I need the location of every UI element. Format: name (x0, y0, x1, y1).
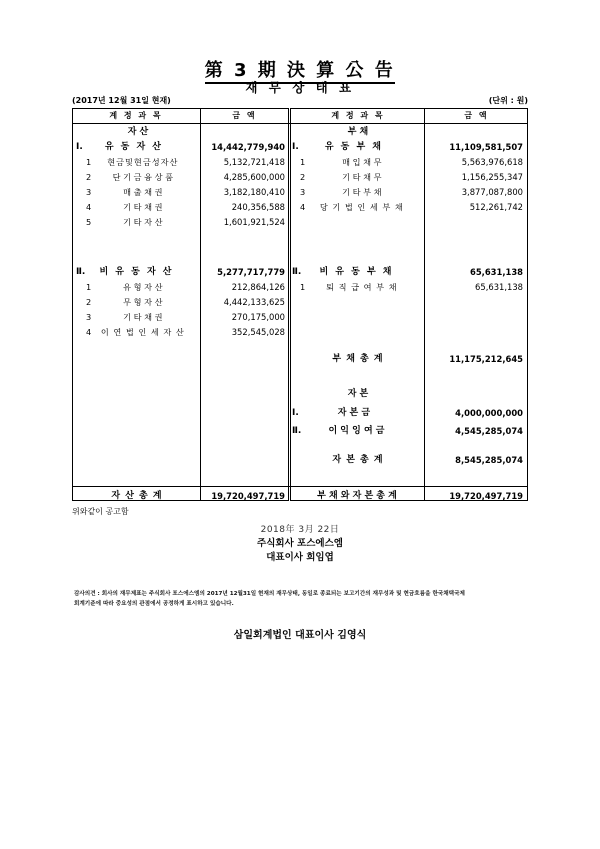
grand-total-label: 부 채 와 자 본 총 계 (317, 491, 397, 501)
assets-group-2 (76, 265, 198, 280)
assets-item-1-1-label: 현금및현금성자산 (107, 157, 179, 167)
assets-item-2-2-label: 무 형 자 산 (123, 297, 163, 307)
liabilities-section-title: 부 채 (347, 127, 369, 137)
header-rule (72, 123, 528, 124)
liabilities-item-1-1 (300, 155, 422, 170)
assets-item-2-4-amount: 352,545,028 (231, 327, 285, 337)
grand-total-amount: 19,720,497,719 (449, 491, 523, 501)
equity-subtotal-amount: 8,545,285,074 (455, 455, 523, 465)
liabilities-group-2-amount: 65,631,138 (470, 267, 523, 277)
header-amount-left: 금 액 (232, 111, 257, 120)
public-notice-text: 위와같이 공고함 (72, 507, 129, 516)
liabilities-item-2-1-amount: 65,631,138 (475, 282, 523, 292)
audit-opinion-line-1: 감사의견 : 회사의 재무제표는 주식회사 포스에스엠의 2017년 12월31일 현재의 재무상태, 동일로 종료되는 보고기간의 재무성과 및 현금흐름을 한국채택국제 (74, 591, 465, 597)
signature-date: 2018年 3月 22日 (260, 525, 340, 535)
page-title-text: 第 3 期 決 算 公 告 (205, 60, 396, 84)
assets-item-1-2-no: 2 (86, 172, 92, 182)
assets-group-1-amount: 14,442,779,940 (211, 142, 285, 152)
equity-group-1-amount: 4,000,000,000 (455, 408, 523, 418)
assets-item-2-1 (86, 280, 198, 295)
audit-opinion-line-2: 회계기준에 따라 중요성의 관점에서 공정하게 표시하고 있습니다. (74, 600, 234, 607)
liabilities-item-1-2-no: 2 (300, 172, 306, 182)
assets-item-2-4-label: 이 연 법 인 세 자 산 (100, 327, 185, 337)
equity-group-1-no: Ⅰ. (292, 408, 299, 418)
assets-item-1-2-amount: 4,285,600,000 (223, 172, 285, 182)
assets-item-2-1-label: 유 형 자 산 (123, 282, 163, 292)
equity-group-2-no: Ⅱ. (292, 426, 302, 436)
assets-item-1-5-no: 5 (86, 217, 92, 227)
liabilities-item-1-3-amount: 3,877,087,800 (461, 187, 523, 197)
liabilities-group-1-label: 유 동 부 채 (324, 142, 384, 152)
assets-total-label: 자 산 총 계 (111, 491, 163, 501)
liabilities-item-1-4 (300, 200, 422, 215)
assets-total-amount: 19,720,497,719 (211, 491, 285, 501)
assets-item-2-3 (86, 310, 198, 325)
liabilities-item-1-2-amount: 1,156,255,347 (461, 172, 523, 182)
assets-item-1-1 (86, 155, 198, 170)
header-account-left: 계 정 과 목 (109, 111, 163, 120)
equity-group-2-amount: 4,545,285,074 (455, 426, 523, 436)
signature-company: 주식회사 포스에스엠 (257, 538, 343, 549)
assets-item-2-3-label: 기 타 채 권 (123, 312, 163, 322)
assets-item-1-3-label: 매 출 채 권 (123, 187, 163, 197)
assets-item-1-1-amount: 5,132,721,418 (223, 157, 285, 167)
header-account-right: 계 정 과 목 (331, 111, 385, 120)
liabilities-item-1-2 (300, 170, 422, 185)
liabilities-item-2-1-label: 퇴 직 급 여 부 채 (326, 282, 398, 292)
assets-item-2-2 (86, 295, 198, 310)
assets-group-2-amount: 5,277,717,779 (217, 267, 285, 277)
equity-group-1-label: 자 본 금 (337, 408, 371, 418)
liabilities-subtotal-label: 부 채 총 계 (332, 354, 384, 364)
assets-item-1-3-no: 3 (86, 187, 92, 197)
signature-ceo: 대표이사 희임엽 (266, 552, 334, 563)
center-divider (288, 108, 291, 501)
audit-opinion (74, 590, 529, 609)
equity-group-2 (292, 424, 422, 439)
equity-section-title: 자 본 (347, 389, 369, 399)
liabilities-item-1-2-label: 기 타 채 무 (342, 172, 382, 182)
liabilities-item-1-4-label: 당 기 법 인 세 부 채 (319, 202, 404, 212)
assets-item-2-3-amount: 270,175,000 (231, 312, 285, 322)
assets-group-2-no: Ⅱ. (76, 267, 86, 277)
assets-item-1-1-no: 1 (86, 157, 92, 167)
liabilities-item-1-4-no: 4 (300, 202, 306, 212)
assets-item-1-5-amount: 1,601,921,524 (223, 217, 285, 227)
assets-item-1-4-amount: 240,356,588 (231, 202, 285, 212)
as-of-date: (2017년 12월 31일 현재) (72, 96, 171, 105)
liabilities-group-1-no: Ⅰ. (292, 142, 299, 152)
assets-item-2-2-amount: 4,442,133,625 (223, 297, 285, 307)
assets-item-2-4 (86, 325, 198, 340)
assets-item-2-3-no: 3 (86, 312, 92, 322)
liabilities-item-2-1 (300, 280, 422, 295)
assets-item-2-1-amount: 212,864,126 (231, 282, 285, 292)
liabilities-group-1 (292, 140, 422, 155)
liabilities-item-1-1-label: 매 입 채 무 (342, 157, 382, 167)
assets-item-2-2-no: 2 (86, 297, 92, 307)
liabilities-item-1-3-label: 기 타 부 채 (342, 187, 382, 197)
assets-item-1-2-label: 단 기 금 융 상 품 (112, 172, 174, 182)
liabilities-item-1-3-no: 3 (300, 187, 306, 197)
liabilities-subtotal-amount: 11,175,212,645 (449, 354, 523, 364)
assets-item-1-3-amount: 3,182,180,410 (223, 187, 285, 197)
unit-note: (단위 : 원) (488, 96, 528, 105)
assets-item-1-2 (86, 170, 198, 185)
equity-subtotal-label: 자 본 총 계 (332, 455, 384, 465)
liabilities-item-1-1-amount: 5,563,976,618 (461, 157, 523, 167)
liabilities-item-2-1-no: 1 (300, 282, 306, 292)
liabilities-group-2-no: Ⅱ. (292, 267, 302, 277)
assets-item-1-3 (86, 185, 198, 200)
assets-group-1-no: Ⅰ. (76, 142, 83, 152)
assets-item-1-5-label: 기 타 자 산 (123, 217, 163, 227)
assets-item-2-4-no: 4 (86, 327, 92, 337)
total-rule (72, 486, 528, 487)
liabilities-group-2-label: 비 유 동 부 채 (319, 267, 394, 277)
liabilities-group-1-amount: 11,109,581,507 (449, 142, 523, 152)
assets-item-1-4 (86, 200, 198, 215)
assets-group-1 (76, 140, 198, 155)
assets-item-1-5 (86, 215, 198, 230)
assets-item-1-4-no: 4 (86, 202, 92, 212)
equity-group-2-label: 이 익 잉 여 금 (328, 426, 385, 436)
assets-item-2-1-no: 1 (86, 282, 92, 292)
assets-group-1-label: 유 동 자 산 (104, 142, 164, 152)
liabilities-item-1-1-no: 1 (300, 157, 306, 167)
auditor-signature: 삼일회계법인 대표이사 김영식 (233, 630, 367, 641)
assets-item-1-4-label: 기 타 채 권 (123, 202, 163, 212)
liabilities-group-2 (292, 265, 422, 280)
liabilities-item-1-3 (300, 185, 422, 200)
assets-section-title: 자 산 (127, 127, 149, 137)
liabilities-item-1-4-amount: 512,261,742 (469, 202, 523, 212)
assets-group-2-label: 비 유 동 자 산 (99, 267, 174, 277)
equity-group-1 (292, 406, 422, 421)
page-subtitle: 재 무 상 태 표 (245, 80, 355, 95)
header-amount-right: 금 액 (464, 111, 489, 120)
